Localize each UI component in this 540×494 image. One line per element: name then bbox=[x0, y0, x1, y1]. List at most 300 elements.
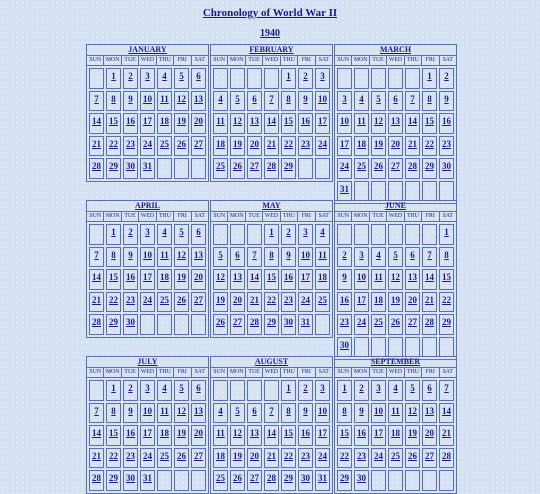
day-link[interactable]: 17 bbox=[357, 294, 366, 305]
day-link[interactable]: 20 bbox=[233, 294, 242, 305]
day-link[interactable]: 1 bbox=[269, 227, 274, 237]
day-cell bbox=[422, 158, 437, 179]
day-link[interactable]: 27 bbox=[250, 473, 259, 483]
day-link[interactable]: 8 bbox=[286, 93, 291, 104]
day-link[interactable]: 11 bbox=[391, 405, 400, 416]
day-link[interactable]: 21 bbox=[267, 450, 276, 461]
day-link[interactable]: 9 bbox=[303, 93, 308, 104]
day-link[interactable]: 6 bbox=[410, 249, 415, 260]
day-link[interactable]: 29 bbox=[109, 317, 118, 327]
day-link[interactable]: 14 bbox=[92, 428, 101, 438]
day-link[interactable]: 6 bbox=[393, 93, 398, 104]
day-link[interactable]: 7 bbox=[269, 93, 274, 104]
day-link[interactable]: 30 bbox=[126, 473, 135, 483]
day-link[interactable]: 12 bbox=[216, 272, 225, 282]
day-link[interactable]: 8 bbox=[111, 249, 116, 260]
month-name-link[interactable]: SEPTEMBER bbox=[370, 357, 421, 366]
day-link[interactable]: 1 bbox=[111, 71, 116, 81]
day-link[interactable]: 25 bbox=[374, 317, 383, 327]
day-link[interactable]: 28 bbox=[250, 317, 259, 327]
day-link[interactable]: 3 bbox=[320, 383, 325, 393]
day-link[interactable]: 25 bbox=[160, 294, 169, 305]
day-link[interactable]: 11 bbox=[160, 405, 169, 416]
day-link[interactable]: 7 bbox=[410, 93, 415, 104]
day-link[interactable]: 18 bbox=[216, 450, 225, 461]
day-link[interactable]: 31 bbox=[301, 317, 310, 327]
day-link[interactable]: 19 bbox=[408, 428, 417, 438]
day-link[interactable]: 1 bbox=[427, 71, 432, 81]
day-cell bbox=[213, 470, 228, 491]
day-link[interactable]: 28 bbox=[408, 161, 417, 171]
day-link[interactable]: 16 bbox=[126, 116, 135, 126]
day-link[interactable]: 3 bbox=[320, 71, 325, 81]
day-link[interactable]: 6 bbox=[196, 71, 201, 81]
day-link[interactable]: 27 bbox=[194, 294, 203, 305]
day-link[interactable]: 27 bbox=[194, 138, 203, 149]
day-link[interactable]: 19 bbox=[177, 116, 186, 126]
day-link[interactable]: 30 bbox=[442, 161, 451, 171]
day-link[interactable]: 1 bbox=[342, 383, 347, 393]
day-link[interactable]: 19 bbox=[177, 428, 186, 438]
day-link[interactable]: 24 bbox=[374, 450, 383, 461]
day-link[interactable]: 5 bbox=[410, 383, 415, 393]
day-link[interactable]: 29 bbox=[284, 161, 293, 171]
day-link[interactable]: 18 bbox=[160, 428, 169, 438]
day-link[interactable]: 10 bbox=[143, 93, 152, 104]
day-link[interactable]: 25 bbox=[216, 161, 225, 171]
page-title-link[interactable]: Chronology of World War II bbox=[202, 7, 338, 19]
day-link[interactable]: 8 bbox=[269, 249, 274, 260]
day-link[interactable]: 17 bbox=[340, 138, 349, 149]
day-link[interactable]: 24 bbox=[143, 294, 152, 305]
day-link[interactable]: 4 bbox=[218, 405, 223, 416]
day-link[interactable]: 23 bbox=[301, 450, 310, 461]
day-link[interactable]: 14 bbox=[250, 272, 259, 282]
day-link[interactable]: 10 bbox=[143, 249, 152, 260]
day-link[interactable]: 12 bbox=[233, 428, 242, 438]
day-link[interactable]: 7 bbox=[252, 249, 257, 260]
day-link[interactable]: 17 bbox=[318, 116, 327, 126]
day-link[interactable]: 12 bbox=[177, 249, 186, 260]
day-link[interactable]: 12 bbox=[408, 405, 417, 416]
day-link[interactable]: 27 bbox=[250, 161, 259, 171]
day-link[interactable]: 18 bbox=[357, 138, 366, 149]
day-link[interactable]: 15 bbox=[109, 116, 118, 126]
day-link[interactable]: 3 bbox=[145, 383, 150, 393]
day-link[interactable]: 14 bbox=[92, 116, 101, 126]
day-link[interactable]: 10 bbox=[318, 93, 327, 104]
day-link[interactable]: 26 bbox=[177, 138, 186, 149]
day-link[interactable]: 27 bbox=[233, 317, 242, 327]
day-link[interactable]: 18 bbox=[216, 138, 225, 149]
day-link[interactable]: 11 bbox=[160, 93, 169, 104]
day-link[interactable]: 26 bbox=[233, 161, 242, 171]
day-link[interactable]: 11 bbox=[216, 428, 225, 438]
day-link[interactable]: 30 bbox=[126, 161, 135, 171]
day-link[interactable]: 8 bbox=[286, 405, 291, 416]
day-link[interactable]: 6 bbox=[235, 249, 240, 260]
day-link[interactable]: 14 bbox=[267, 116, 276, 126]
day-link[interactable]: 24 bbox=[143, 450, 152, 461]
day-link[interactable]: 11 bbox=[357, 116, 366, 126]
day-link[interactable]: 26 bbox=[216, 317, 225, 327]
day-link[interactable]: 13 bbox=[425, 405, 434, 416]
day-link[interactable]: 5 bbox=[179, 71, 184, 81]
day-link[interactable]: 27 bbox=[391, 161, 400, 171]
day-link[interactable]: 2 bbox=[444, 71, 449, 81]
day-link[interactable]: 7 bbox=[427, 249, 432, 260]
day-link[interactable]: 18 bbox=[160, 116, 169, 126]
day-link[interactable]: 25 bbox=[160, 138, 169, 149]
day-link[interactable]: 22 bbox=[442, 294, 451, 305]
day-link[interactable]: 30 bbox=[340, 339, 349, 350]
day-link[interactable]: 28 bbox=[267, 161, 276, 171]
day-link[interactable]: 14 bbox=[92, 272, 101, 282]
day-link[interactable]: 2 bbox=[286, 227, 291, 237]
day-link[interactable]: 9 bbox=[286, 249, 291, 260]
day-link[interactable]: 4 bbox=[359, 93, 364, 104]
day-link[interactable]: 15 bbox=[284, 428, 293, 438]
day-link[interactable]: 9 bbox=[359, 405, 364, 416]
day-cell bbox=[354, 448, 369, 469]
day-cell bbox=[247, 425, 262, 446]
day-link[interactable]: 4 bbox=[320, 227, 325, 237]
day-link[interactable]: 7 bbox=[94, 249, 99, 260]
day-link[interactable]: 29 bbox=[109, 161, 118, 171]
day-link[interactable]: 28 bbox=[267, 473, 276, 483]
day-link[interactable]: 15 bbox=[109, 272, 118, 282]
day-link[interactable]: 9 bbox=[444, 93, 449, 104]
month-name-link[interactable]: AUGUST bbox=[254, 357, 289, 366]
day-link[interactable]: 6 bbox=[427, 383, 432, 393]
day-link[interactable]: 24 bbox=[143, 138, 152, 149]
day-link[interactable]: 28 bbox=[442, 450, 451, 461]
day-link[interactable]: 13 bbox=[194, 93, 203, 104]
day-link[interactable]: 3 bbox=[145, 227, 150, 237]
day-link[interactable]: 12 bbox=[177, 93, 186, 104]
day-link[interactable]: 26 bbox=[408, 450, 417, 461]
day-link[interactable]: 14 bbox=[425, 272, 434, 282]
day-link[interactable]: 20 bbox=[250, 450, 259, 461]
day-link[interactable]: 28 bbox=[92, 317, 101, 327]
day-link[interactable]: 9 bbox=[128, 93, 133, 104]
day-link[interactable]: 11 bbox=[216, 116, 225, 126]
day-link[interactable]: 19 bbox=[233, 450, 242, 461]
day-link[interactable]: 26 bbox=[374, 161, 383, 171]
day-link[interactable]: 28 bbox=[92, 473, 101, 483]
day-link[interactable]: 17 bbox=[374, 428, 383, 438]
day-link[interactable]: 7 bbox=[94, 93, 99, 104]
day-cell bbox=[439, 425, 454, 446]
day-link[interactable]: 30 bbox=[126, 317, 135, 327]
day-cell bbox=[174, 247, 189, 268]
day-link[interactable]: 4 bbox=[393, 383, 398, 393]
day-link[interactable]: 22 bbox=[267, 294, 276, 305]
day-link[interactable]: 6 bbox=[196, 227, 201, 237]
day-link[interactable]: 29 bbox=[442, 317, 451, 327]
day-link[interactable]: 3 bbox=[359, 249, 364, 260]
day-link[interactable]: 16 bbox=[301, 116, 310, 126]
day-link[interactable]: 29 bbox=[425, 161, 434, 171]
day-link[interactable]: 18 bbox=[160, 272, 169, 282]
day-link[interactable]: 15 bbox=[109, 428, 118, 438]
day-link[interactable]: 15 bbox=[442, 272, 451, 282]
day-link[interactable]: 25 bbox=[357, 161, 366, 171]
day-link[interactable]: 2 bbox=[359, 383, 364, 393]
day-link[interactable]: 13 bbox=[250, 428, 259, 438]
day-link[interactable]: 25 bbox=[216, 473, 225, 483]
day-link[interactable]: 22 bbox=[425, 138, 434, 149]
day-link[interactable]: 16 bbox=[284, 272, 293, 282]
day-link[interactable]: 23 bbox=[301, 138, 310, 149]
day-link[interactable]: 23 bbox=[340, 317, 349, 327]
day-link[interactable]: 28 bbox=[425, 317, 434, 327]
day-link[interactable]: 1 bbox=[111, 383, 116, 393]
day-link[interactable]: 13 bbox=[391, 116, 400, 126]
day-link[interactable]: 21 bbox=[425, 294, 434, 305]
day-link[interactable]: 15 bbox=[425, 116, 434, 126]
day-link[interactable]: 5 bbox=[235, 405, 240, 416]
day-link[interactable]: 16 bbox=[357, 428, 366, 438]
day-link[interactable]: 17 bbox=[143, 428, 152, 438]
day-link[interactable]: 5 bbox=[393, 249, 398, 260]
day-link[interactable]: 21 bbox=[92, 450, 101, 461]
day-link[interactable]: 1 bbox=[111, 227, 116, 237]
day-link[interactable]: 26 bbox=[177, 450, 186, 461]
day-link[interactable]: 17 bbox=[143, 272, 152, 282]
day-link[interactable]: 20 bbox=[250, 138, 259, 149]
day-link[interactable]: 11 bbox=[160, 249, 169, 260]
day-cell bbox=[371, 292, 386, 313]
day-link[interactable]: 22 bbox=[284, 138, 293, 149]
day-link[interactable]: 30 bbox=[284, 317, 293, 327]
day-link[interactable]: 15 bbox=[340, 428, 349, 438]
day-link[interactable]: 12 bbox=[374, 116, 383, 126]
day-link[interactable]: 8 bbox=[111, 93, 116, 104]
day-link[interactable]: 2 bbox=[342, 249, 347, 260]
day-link[interactable]: 4 bbox=[162, 227, 167, 237]
day-link[interactable]: 10 bbox=[357, 272, 366, 282]
day-link[interactable]: 16 bbox=[126, 428, 135, 438]
day-link[interactable]: 15 bbox=[284, 116, 293, 126]
day-link[interactable]: 22 bbox=[109, 294, 118, 305]
month-name-link[interactable]: FEBRUARY bbox=[249, 45, 294, 54]
day-link[interactable]: 14 bbox=[408, 116, 417, 126]
day-link[interactable]: 10 bbox=[374, 405, 383, 416]
day-link[interactable]: 24 bbox=[357, 317, 366, 327]
day-link[interactable]: 18 bbox=[318, 272, 327, 282]
day-link[interactable]: 3 bbox=[303, 227, 308, 237]
day-link[interactable]: 22 bbox=[284, 450, 293, 461]
day-link[interactable]: 10 bbox=[301, 249, 310, 260]
day-link[interactable]: 1 bbox=[286, 71, 291, 81]
day-link[interactable]: 8 bbox=[427, 93, 432, 104]
day-link[interactable]: 10 bbox=[318, 405, 327, 416]
day-link[interactable]: 4 bbox=[376, 249, 381, 260]
day-link[interactable]: 16 bbox=[126, 272, 135, 282]
day-link[interactable]: 27 bbox=[408, 317, 417, 327]
day-link[interactable]: 6 bbox=[196, 383, 201, 393]
day-link[interactable]: 12 bbox=[391, 272, 400, 282]
day-link[interactable]: 22 bbox=[109, 450, 118, 461]
day-link[interactable]: 20 bbox=[194, 428, 203, 438]
day-link[interactable]: 19 bbox=[177, 272, 186, 282]
day-link[interactable]: 29 bbox=[340, 473, 349, 483]
month-name-link[interactable]: MAY bbox=[262, 201, 281, 210]
day-link[interactable]: 23 bbox=[126, 294, 135, 305]
month-name-link[interactable]: APRIL bbox=[135, 201, 160, 210]
day-link[interactable]: 22 bbox=[109, 138, 118, 149]
day-link[interactable]: 31 bbox=[318, 473, 327, 483]
day-link[interactable]: 25 bbox=[391, 450, 400, 461]
day-link[interactable]: 4 bbox=[162, 71, 167, 81]
day-link[interactable]: 18 bbox=[374, 294, 383, 305]
day-link[interactable]: 19 bbox=[233, 138, 242, 149]
day-link[interactable]: 24 bbox=[340, 161, 349, 171]
day-link[interactable]: 6 bbox=[252, 405, 257, 416]
day-link[interactable]: 2 bbox=[303, 383, 308, 393]
day-link[interactable]: 19 bbox=[374, 138, 383, 149]
day-link[interactable]: 16 bbox=[301, 428, 310, 438]
day-link[interactable]: 31 bbox=[340, 183, 349, 194]
day-link[interactable]: 29 bbox=[284, 473, 293, 483]
day-link[interactable]: 23 bbox=[357, 450, 366, 461]
day-link[interactable]: 27 bbox=[194, 450, 203, 461]
day-link[interactable]: 20 bbox=[194, 116, 203, 126]
day-link[interactable]: 29 bbox=[109, 473, 118, 483]
month-name-link[interactable]: JULY bbox=[137, 357, 158, 366]
day-link[interactable]: 23 bbox=[126, 138, 135, 149]
day-link[interactable]: 21 bbox=[267, 138, 276, 149]
day-link[interactable]: 12 bbox=[233, 116, 242, 126]
day-link[interactable]: 5 bbox=[235, 93, 240, 104]
day-link[interactable]: 9 bbox=[303, 405, 308, 416]
day-link[interactable]: 28 bbox=[92, 161, 101, 171]
day-link[interactable]: 25 bbox=[318, 294, 327, 305]
day-link[interactable]: 5 bbox=[376, 93, 381, 104]
day-link[interactable]: 13 bbox=[194, 405, 203, 416]
day-link[interactable]: 8 bbox=[111, 405, 116, 416]
day-link[interactable]: 15 bbox=[267, 272, 276, 282]
day-link[interactable]: 20 bbox=[425, 428, 434, 438]
day-cell bbox=[281, 269, 296, 290]
day-link[interactable]: 16 bbox=[340, 294, 349, 305]
day-link[interactable]: 29 bbox=[267, 317, 276, 327]
day-link[interactable]: 11 bbox=[318, 249, 327, 260]
day-link[interactable]: 22 bbox=[340, 450, 349, 461]
day-link[interactable]: 13 bbox=[408, 272, 417, 282]
day-link[interactable]: 20 bbox=[194, 272, 203, 282]
day-link[interactable]: 5 bbox=[179, 227, 184, 237]
day-link[interactable]: 14 bbox=[442, 405, 451, 416]
day-link[interactable]: 20 bbox=[408, 294, 417, 305]
day-link[interactable]: 23 bbox=[284, 294, 293, 305]
day-link[interactable]: 7 bbox=[94, 405, 99, 416]
day-link[interactable]: 27 bbox=[425, 450, 434, 461]
day-link[interactable]: 17 bbox=[318, 428, 327, 438]
day-cell bbox=[174, 380, 189, 401]
day-link[interactable]: 5 bbox=[179, 383, 184, 393]
day-link[interactable]: 12 bbox=[177, 405, 186, 416]
day-link[interactable]: 1 bbox=[444, 227, 449, 237]
day-link[interactable]: 4 bbox=[218, 93, 223, 104]
day-link[interactable]: 5 bbox=[218, 249, 223, 260]
day-link[interactable]: 2 bbox=[303, 71, 308, 81]
day-link[interactable]: 3 bbox=[342, 93, 347, 104]
day-link[interactable]: 24 bbox=[318, 450, 327, 461]
day-link[interactable]: 16 bbox=[442, 116, 451, 126]
day-link[interactable]: 21 bbox=[92, 138, 101, 149]
day-cell bbox=[422, 314, 437, 335]
day-link[interactable]: 2 bbox=[128, 71, 133, 81]
day-cell bbox=[405, 158, 420, 179]
day-link[interactable]: 31 bbox=[143, 161, 152, 171]
day-link[interactable]: 20 bbox=[391, 138, 400, 149]
day-link[interactable]: 7 bbox=[269, 405, 274, 416]
day-link[interactable]: 6 bbox=[252, 93, 257, 104]
day-link[interactable]: 23 bbox=[442, 138, 451, 149]
day-link[interactable]: 19 bbox=[216, 294, 225, 305]
day-link[interactable]: 17 bbox=[301, 272, 310, 282]
day-link[interactable]: 21 bbox=[408, 138, 417, 149]
day-cell bbox=[371, 380, 386, 401]
day-link[interactable]: 26 bbox=[391, 317, 400, 327]
day-link[interactable]: 4 bbox=[162, 383, 167, 393]
day-cell bbox=[422, 113, 437, 134]
day-link[interactable]: 9 bbox=[128, 249, 133, 260]
day-link[interactable]: 23 bbox=[126, 450, 135, 461]
month-name-link[interactable]: MARCH bbox=[379, 45, 412, 54]
day-link[interactable]: 17 bbox=[143, 116, 152, 126]
day-link[interactable]: 9 bbox=[342, 272, 347, 282]
year-link[interactable]: 1940 bbox=[260, 28, 280, 39]
day-link[interactable]: 26 bbox=[177, 294, 186, 305]
day-link[interactable]: 13 bbox=[194, 249, 203, 260]
day-link[interactable]: 8 bbox=[444, 249, 449, 260]
day-cell bbox=[174, 91, 189, 112]
day-link[interactable]: 13 bbox=[233, 272, 242, 282]
month-name-link[interactable]: JUNE bbox=[385, 201, 406, 210]
day-link[interactable]: 30 bbox=[301, 473, 310, 483]
day-link[interactable]: 10 bbox=[143, 405, 152, 416]
day-link[interactable]: 3 bbox=[145, 71, 150, 81]
day-link[interactable]: 21 bbox=[250, 294, 259, 305]
day-link[interactable]: 2 bbox=[128, 383, 133, 393]
day-link[interactable]: 31 bbox=[143, 473, 152, 483]
day-link[interactable]: 30 bbox=[357, 473, 366, 483]
day-link[interactable]: 18 bbox=[391, 428, 400, 438]
day-link[interactable]: 7 bbox=[444, 383, 449, 393]
day-link[interactable]: 24 bbox=[318, 138, 327, 149]
day-link[interactable]: 13 bbox=[250, 116, 259, 126]
day-link[interactable]: 21 bbox=[442, 428, 451, 438]
day-cell bbox=[157, 113, 172, 134]
day-link[interactable]: 24 bbox=[301, 294, 310, 305]
day-link[interactable]: 11 bbox=[374, 272, 383, 282]
day-link[interactable]: 2 bbox=[128, 227, 133, 237]
day-link[interactable]: 8 bbox=[342, 405, 347, 416]
day-link[interactable]: 10 bbox=[340, 116, 349, 126]
day-link[interactable]: 3 bbox=[376, 383, 381, 393]
day-link[interactable]: 21 bbox=[92, 294, 101, 305]
day-link[interactable]: 14 bbox=[267, 428, 276, 438]
month-name-link[interactable]: JANUARY bbox=[128, 45, 167, 54]
day-link[interactable]: 9 bbox=[128, 405, 133, 416]
day-link[interactable]: 1 bbox=[286, 383, 291, 393]
day-link[interactable]: 19 bbox=[391, 294, 400, 305]
day-link[interactable]: 25 bbox=[160, 450, 169, 461]
day-link[interactable]: 26 bbox=[233, 473, 242, 483]
